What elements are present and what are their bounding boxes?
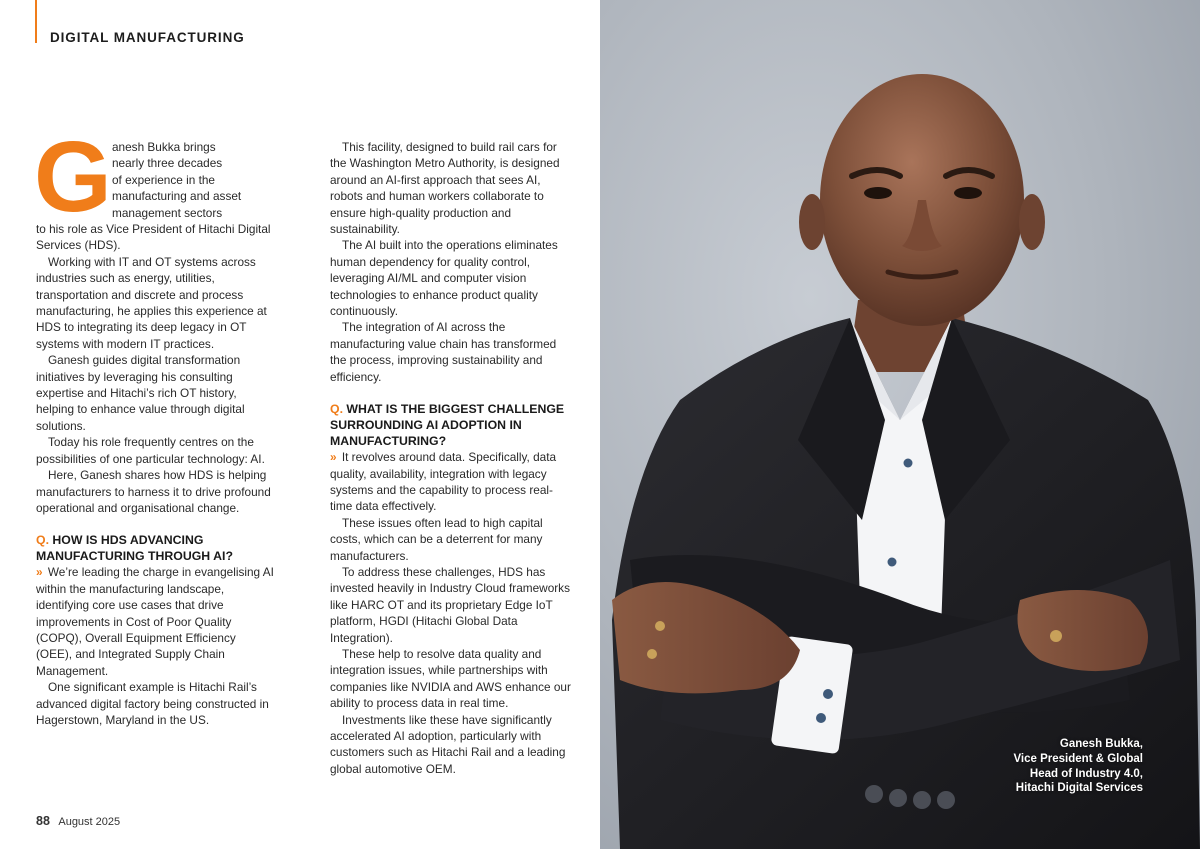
issue-date: August 2025 (58, 816, 121, 828)
sleeve-button (913, 791, 931, 809)
paragraph: Here, Ganesh shares how HDS is helping manufacturers to harness it to drive profound operational and organisational change. (36, 468, 271, 515)
portrait-photo (600, 0, 1200, 849)
answer-text: We’re leading the charge in evangelising AI within the manufacturing landscape, identifying core use cases that drive improvements in Cost of Poor Quality (COPQ), Overall Equipment Efficiency (OEE), and Integrated Supply Chain Management. (36, 565, 274, 678)
paragraph: Today his role frequently centres on the possibilities of one particular technology: AI. (36, 435, 265, 466)
chevron-icon: » (330, 450, 337, 465)
intro-lines (112, 139, 274, 221)
chevron-icon: » (36, 565, 43, 580)
question-heading (36, 532, 274, 564)
shirt-button (904, 459, 913, 468)
photo-caption (1013, 737, 1143, 796)
portrait-illustration (600, 0, 1200, 849)
section-label: DIGITAL MANUFACTURING (50, 30, 245, 45)
question-text: WHAT IS THE BIGGEST CHALLENGE SURROUNDING AI ADOPTION IN MANUFACTURING? (330, 402, 565, 449)
article-column-2 (330, 139, 572, 777)
ring (647, 649, 657, 659)
question-text: HOW IS HDS ADVANCING MANUFACTURING THROUGH AI? (36, 533, 233, 564)
paragraph: This facility, designed to build rail cars for the Washington Metro Authority, is designed around an AI-first approach that sees AI, robots and human workers collaborate to ensure high-quality production and sustainability. (330, 140, 560, 237)
paragraph: Working with IT and OT systems across industries such as energy, utilities, transportation and discrete and process manufacturing, he applies this experience at HDS to integrating its deep legacy in OT systems with modern IT practices. (36, 254, 267, 351)
paragraph: The AI built into the operations eliminates human dependency for quality control, leveraging AI/ML and computer vision technologies to enhance product quality continuously. (330, 238, 558, 319)
answer-text: It revolves around data. Specifically, data quality, availability, integration with legacy systems and the capability to process real-time data effectively. (330, 450, 557, 514)
caption-line: Hitachi Digital Services (1015, 782, 1143, 795)
question-mark-label: Q. (36, 533, 49, 548)
page-footer (36, 814, 120, 828)
answer-paragraph (36, 564, 274, 679)
intro-line: of experience in the (112, 172, 215, 187)
intro-line: anesh Bukka brings (112, 140, 216, 154)
intro-line: management sectors (112, 205, 223, 220)
ring (655, 621, 665, 631)
shirt-button (888, 558, 897, 567)
paragraph: Investments like these have significantly accelerated AI adoption, particularly with customers such as Hitachi Rail and a leading global automotive OEM. (330, 712, 566, 776)
question-heading (330, 401, 572, 449)
sleeve-button (865, 785, 883, 803)
paragraph: Ganesh guides digital transformation initiatives by leveraging his consulting expertise and Hitachi’s rich OT history, helping to enhance value through digital solutions. (36, 353, 245, 433)
ring (1050, 630, 1062, 642)
section-rule (35, 0, 37, 43)
paragraph: One significant example is Hitachi Rail’s advanced digital factory being constructed in Hagerstown, Maryland in the US. (36, 680, 269, 727)
intro-rest: to his role as Vice President of Hitachi Digital Services (HDS). (36, 222, 271, 253)
caption-line: Head of Industry 4.0, (1029, 767, 1143, 780)
page-number: 88 (36, 814, 50, 828)
paragraph: The integration of AI across the manufacturing value chain has transformed the process, improving sustainability and efficiency. (330, 320, 557, 384)
caption-line: Ganesh Bukka, (1059, 738, 1143, 750)
paragraph: To address these challenges, HDS has invested heavily in Industry Cloud frameworks like HARC OT and its proprietary Edge IoT platform, HGDI (Hitachi Global Data Integration). (330, 564, 570, 645)
sleeve-button (937, 791, 955, 809)
intro-line: manufacturing and asset (112, 189, 242, 204)
intro-block (34, 121, 274, 233)
question-mark-label: Q. (330, 402, 343, 417)
sleeve-button (889, 789, 907, 807)
answer-paragraph (330, 449, 572, 515)
paragraph: These issues often lead to high capital costs, which can be a deterrent for many manufacturers. (330, 515, 543, 563)
intro-line: nearly three decades (112, 156, 223, 171)
paragraph: These help to resolve data quality and integration issues, while partnerships with companies like NVIDIA and AWS enhance our ability to process data in real time. (330, 646, 571, 711)
article-column-1 (34, 121, 274, 728)
drop-cap: G (34, 121, 112, 233)
caption-line: Vice President & Global (1013, 752, 1143, 765)
